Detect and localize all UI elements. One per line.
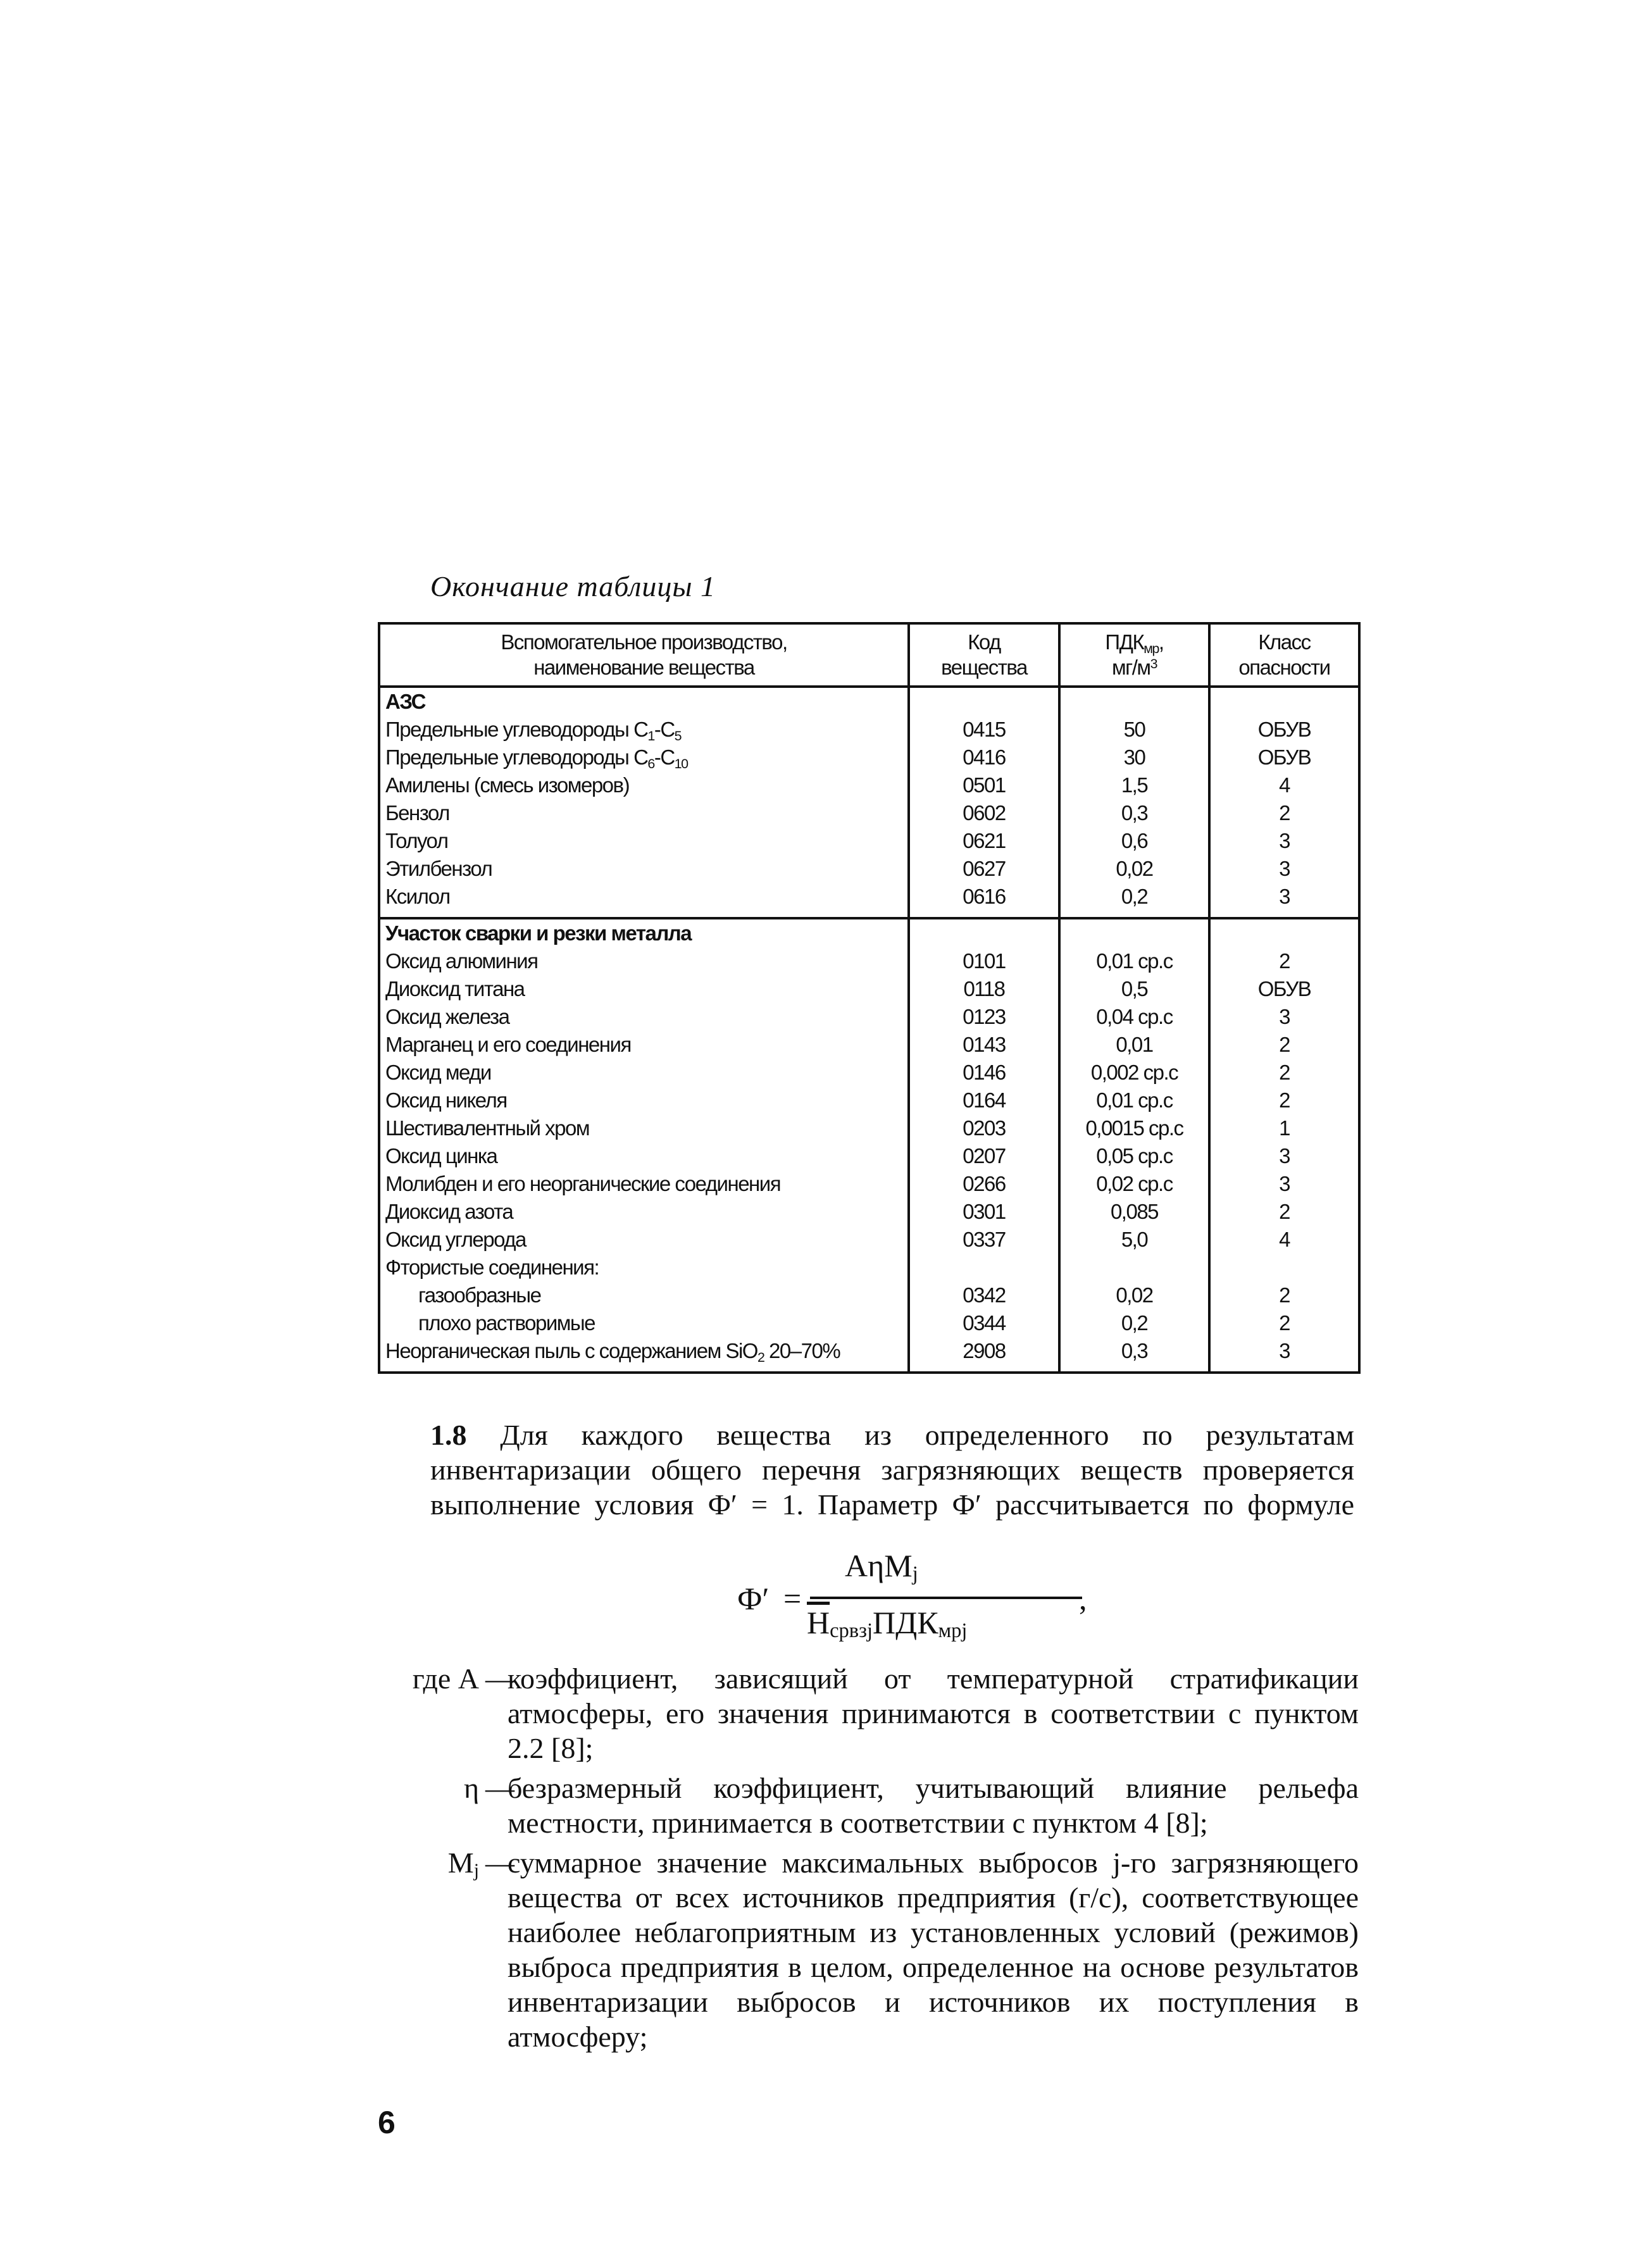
substance-name: Толуол — [379, 827, 909, 855]
substance-code: 0627 — [909, 855, 1059, 883]
table-row — [379, 771, 1359, 799]
paragraph-text: Для каждого вещества из определенного по результатам инвентаризации общего перечня загрязняющих веществ проверяется выполнение условия Ф′ = 1. Параметр Ф′ рассчитывается по формуле — [430, 1419, 1354, 1521]
pdk-value: 0,02 ср.с — [1059, 1170, 1209, 1198]
table-row — [379, 1003, 1359, 1031]
section-title-row — [379, 918, 1359, 947]
formula-equals: = — [783, 1581, 802, 1616]
pdk-value: 50 — [1059, 716, 1209, 744]
formula-numerator: AηM$_j$ — [845, 1548, 918, 1585]
section-end-row — [379, 1365, 1359, 1373]
table-row — [379, 827, 1359, 855]
pdk-value: 0,5 — [1059, 975, 1209, 1003]
substance-name: Предельные углеводороды $C_1-C_5$ — [379, 716, 909, 744]
table-row — [379, 975, 1359, 1003]
table-row — [379, 744, 1359, 771]
table-row — [379, 716, 1359, 744]
definition-text: суммарное значение максимальных выбросов j-го загрязняющего вещества от всех источников предприятия (г/с), соответствующее наиболее неблагоприятным из установленных условий (режимов) выброса предприятия в целом, определенное на основе результатов инвентаризации выбросов и источников их поступления в атмосферу; — [508, 1847, 1359, 2053]
table-row — [379, 1031, 1359, 1059]
table-row — [379, 1170, 1359, 1198]
substance-code: 0266 — [909, 1170, 1059, 1198]
table-body — [379, 687, 1359, 1373]
substance-name: Диоксид азота — [379, 1198, 909, 1226]
definition-symbol: где A — [412, 1662, 479, 1695]
pdk-value: 0,01 ср.с — [1059, 947, 1209, 975]
hazard-class: 1 — [1209, 1114, 1359, 1142]
pdk-value: 0,04 ср.с — [1059, 1003, 1209, 1031]
definition-item — [378, 1845, 1359, 2054]
formula-fraction-bar — [810, 1597, 1082, 1599]
substance-name: Оксид углерода — [379, 1226, 909, 1254]
hazard-class: 3 — [1209, 1170, 1359, 1198]
hazard-class: 2 — [1209, 947, 1359, 975]
pdk-value: 0,2 — [1059, 1309, 1209, 1337]
hazard-class: 3 — [1209, 1003, 1359, 1031]
substance-code: 0101 — [909, 947, 1059, 975]
substance-name: Оксид никеля — [379, 1087, 909, 1114]
substance-code — [909, 1254, 1059, 1281]
substance-code: 0602 — [909, 799, 1059, 827]
paragraph-number: 1.8 — [430, 1419, 467, 1451]
pdk-value: 0,3 — [1059, 1337, 1209, 1365]
substance-code: 0416 — [909, 744, 1059, 771]
table-row — [379, 947, 1359, 975]
substance-code: 0616 — [909, 883, 1059, 911]
hazard-class: 3 — [1209, 827, 1359, 855]
pdk-value: 0,01 — [1059, 1031, 1209, 1059]
hazard-class: ОБУВ — [1209, 744, 1359, 771]
substance-code: 0146 — [909, 1059, 1059, 1087]
formula — [737, 1547, 1087, 1655]
table-row — [379, 1087, 1359, 1114]
pdk-value: 0,085 — [1059, 1198, 1209, 1226]
definition-symbol: $M_j$ — [447, 1847, 479, 1881]
substance-name: газообразные — [379, 1281, 909, 1309]
table-header-row — [379, 623, 1359, 687]
substance-name: Диоксид титана — [379, 975, 909, 1003]
hazard-class: 2 — [1209, 1309, 1359, 1337]
pdk-value: 0,002 ср.с — [1059, 1059, 1209, 1087]
hazard-class: 2 — [1209, 1031, 1359, 1059]
pdk-value: 0,01 ср.с — [1059, 1087, 1209, 1114]
substance-code: 0301 — [909, 1198, 1059, 1226]
definition-text: безразмерный коэффициент, учитывающий влияние рельефа местности, принимается в соответствии с пунктом 4 [8]; — [508, 1772, 1359, 1839]
hazard-class: ОБУВ — [1209, 716, 1359, 744]
header-pdk: $ПДК_{мр}$, $мг/м^3$ — [1059, 623, 1209, 687]
pdk-value: 30 — [1059, 744, 1209, 771]
substance-name: Предельные углеводороды $C_6-C_{10}$ — [379, 744, 909, 771]
substance-name: Бензол — [379, 799, 909, 827]
definition-item — [378, 1771, 1359, 1840]
table-row — [379, 1281, 1359, 1309]
definition-dash: — — [485, 1847, 514, 1879]
pdk-value: 0,2 — [1059, 883, 1209, 911]
substance-code: 0337 — [909, 1226, 1059, 1254]
formula-comma: , — [1079, 1581, 1087, 1616]
formula-lhs: Ф′ — [737, 1581, 770, 1616]
substance-name: Ксилол — [379, 883, 909, 911]
substance-code: 0621 — [909, 827, 1059, 855]
hazard-class: 2 — [1209, 1198, 1359, 1226]
substance-code: 0501 — [909, 771, 1059, 799]
hazard-class: 2 — [1209, 799, 1359, 827]
pdk-value: 5,0 — [1059, 1226, 1209, 1254]
table-row — [379, 799, 1359, 827]
substance-name: Шестивалентный хром — [379, 1114, 909, 1142]
substance-name: Амилены (смесь изомеров) — [379, 771, 909, 799]
substance-name: Оксид железа — [379, 1003, 909, 1031]
hazard-class: 2 — [1209, 1059, 1359, 1087]
substance-name: Неорганическая пыль с содержанием SiO$_2$ 20–70% — [379, 1337, 909, 1365]
page-number: 6 — [378, 2105, 396, 2140]
formula-denominator: $\overline{H}_{срвзj}ПДК_{мрj}$ — [807, 1605, 968, 1642]
substance-name: Фтористые соединения: — [379, 1254, 909, 1281]
pdk-value — [1059, 1254, 1209, 1281]
hazard-class: 4 — [1209, 1226, 1359, 1254]
substance-code: 0342 — [909, 1281, 1059, 1309]
hazard-class: 3 — [1209, 855, 1359, 883]
substance-code: 2908 — [909, 1337, 1059, 1365]
pdk-value: 1,5 — [1059, 771, 1209, 799]
substance-code: 0207 — [909, 1142, 1059, 1170]
hazard-class: 4 — [1209, 771, 1359, 799]
pdk-value: 0,0015 ср.с — [1059, 1114, 1209, 1142]
table-row — [379, 1114, 1359, 1142]
header-code: Код вещества — [909, 623, 1059, 687]
pdk-value: 0,6 — [1059, 827, 1209, 855]
substance-name: Оксид цинка — [379, 1142, 909, 1170]
table-row — [379, 1254, 1359, 1281]
pdk-value: 0,02 — [1059, 855, 1209, 883]
pdk-value: 0,3 — [1059, 799, 1209, 827]
substance-code: 0415 — [909, 716, 1059, 744]
substance-code: 0164 — [909, 1087, 1059, 1114]
hazard-class: 2 — [1209, 1281, 1359, 1309]
substance-name: Молибден и его неорганические соединения — [379, 1170, 909, 1198]
section-title: Участок сварки и резки металла — [379, 918, 909, 947]
section-title: АЗС — [379, 687, 909, 716]
substances-table — [378, 622, 1361, 1374]
table-row — [379, 883, 1359, 911]
table-row — [379, 1226, 1359, 1254]
section-end-row — [379, 911, 1359, 918]
definition-text: коэффициент, зависящий от температурной стратификации атмосферы, его значения принимаются в соответствии с пунктом 2.2 [8]; — [508, 1662, 1359, 1764]
table-row — [379, 1198, 1359, 1226]
header-class: Класс опасности — [1209, 623, 1359, 687]
hazard-class: 3 — [1209, 1337, 1359, 1365]
hazard-class: 3 — [1209, 883, 1359, 911]
substance-name: Оксид меди — [379, 1059, 909, 1087]
hazard-class: 3 — [1209, 1142, 1359, 1170]
definition-item — [378, 1661, 1359, 1766]
substance-code: 0143 — [909, 1031, 1059, 1059]
table-row — [379, 1337, 1359, 1365]
header-name: Вспомогательное производство, наименование вещества — [379, 623, 909, 687]
table-row — [379, 1142, 1359, 1170]
substance-code: 0203 — [909, 1114, 1059, 1142]
pdk-value: 0,05 ср.с — [1059, 1142, 1209, 1170]
definitions-list — [378, 1661, 1359, 2059]
substance-name: Этилбензол — [379, 855, 909, 883]
table-caption: Окончание таблицы 1 — [430, 570, 716, 602]
substance-code: 0118 — [909, 975, 1059, 1003]
hazard-class: ОБУВ — [1209, 975, 1359, 1003]
definition-dash: — — [485, 1662, 514, 1695]
table-row — [379, 1309, 1359, 1337]
hazard-class: 2 — [1209, 1087, 1359, 1114]
substance-name: плохо растворимые — [379, 1309, 909, 1337]
substance-code: 0344 — [909, 1309, 1059, 1337]
definition-dash: — — [485, 1772, 514, 1804]
hazard-class — [1209, 1254, 1359, 1281]
paragraph-1-8 — [430, 1418, 1354, 1522]
substance-name: Марганец и его соединения — [379, 1031, 909, 1059]
substance-code: 0123 — [909, 1003, 1059, 1031]
definition-symbol: η — [463, 1772, 479, 1804]
table-row — [379, 855, 1359, 883]
substance-name: Оксид алюминия — [379, 947, 909, 975]
pdk-value: 0,02 — [1059, 1281, 1209, 1309]
table-row — [379, 1059, 1359, 1087]
section-title-row — [379, 687, 1359, 716]
